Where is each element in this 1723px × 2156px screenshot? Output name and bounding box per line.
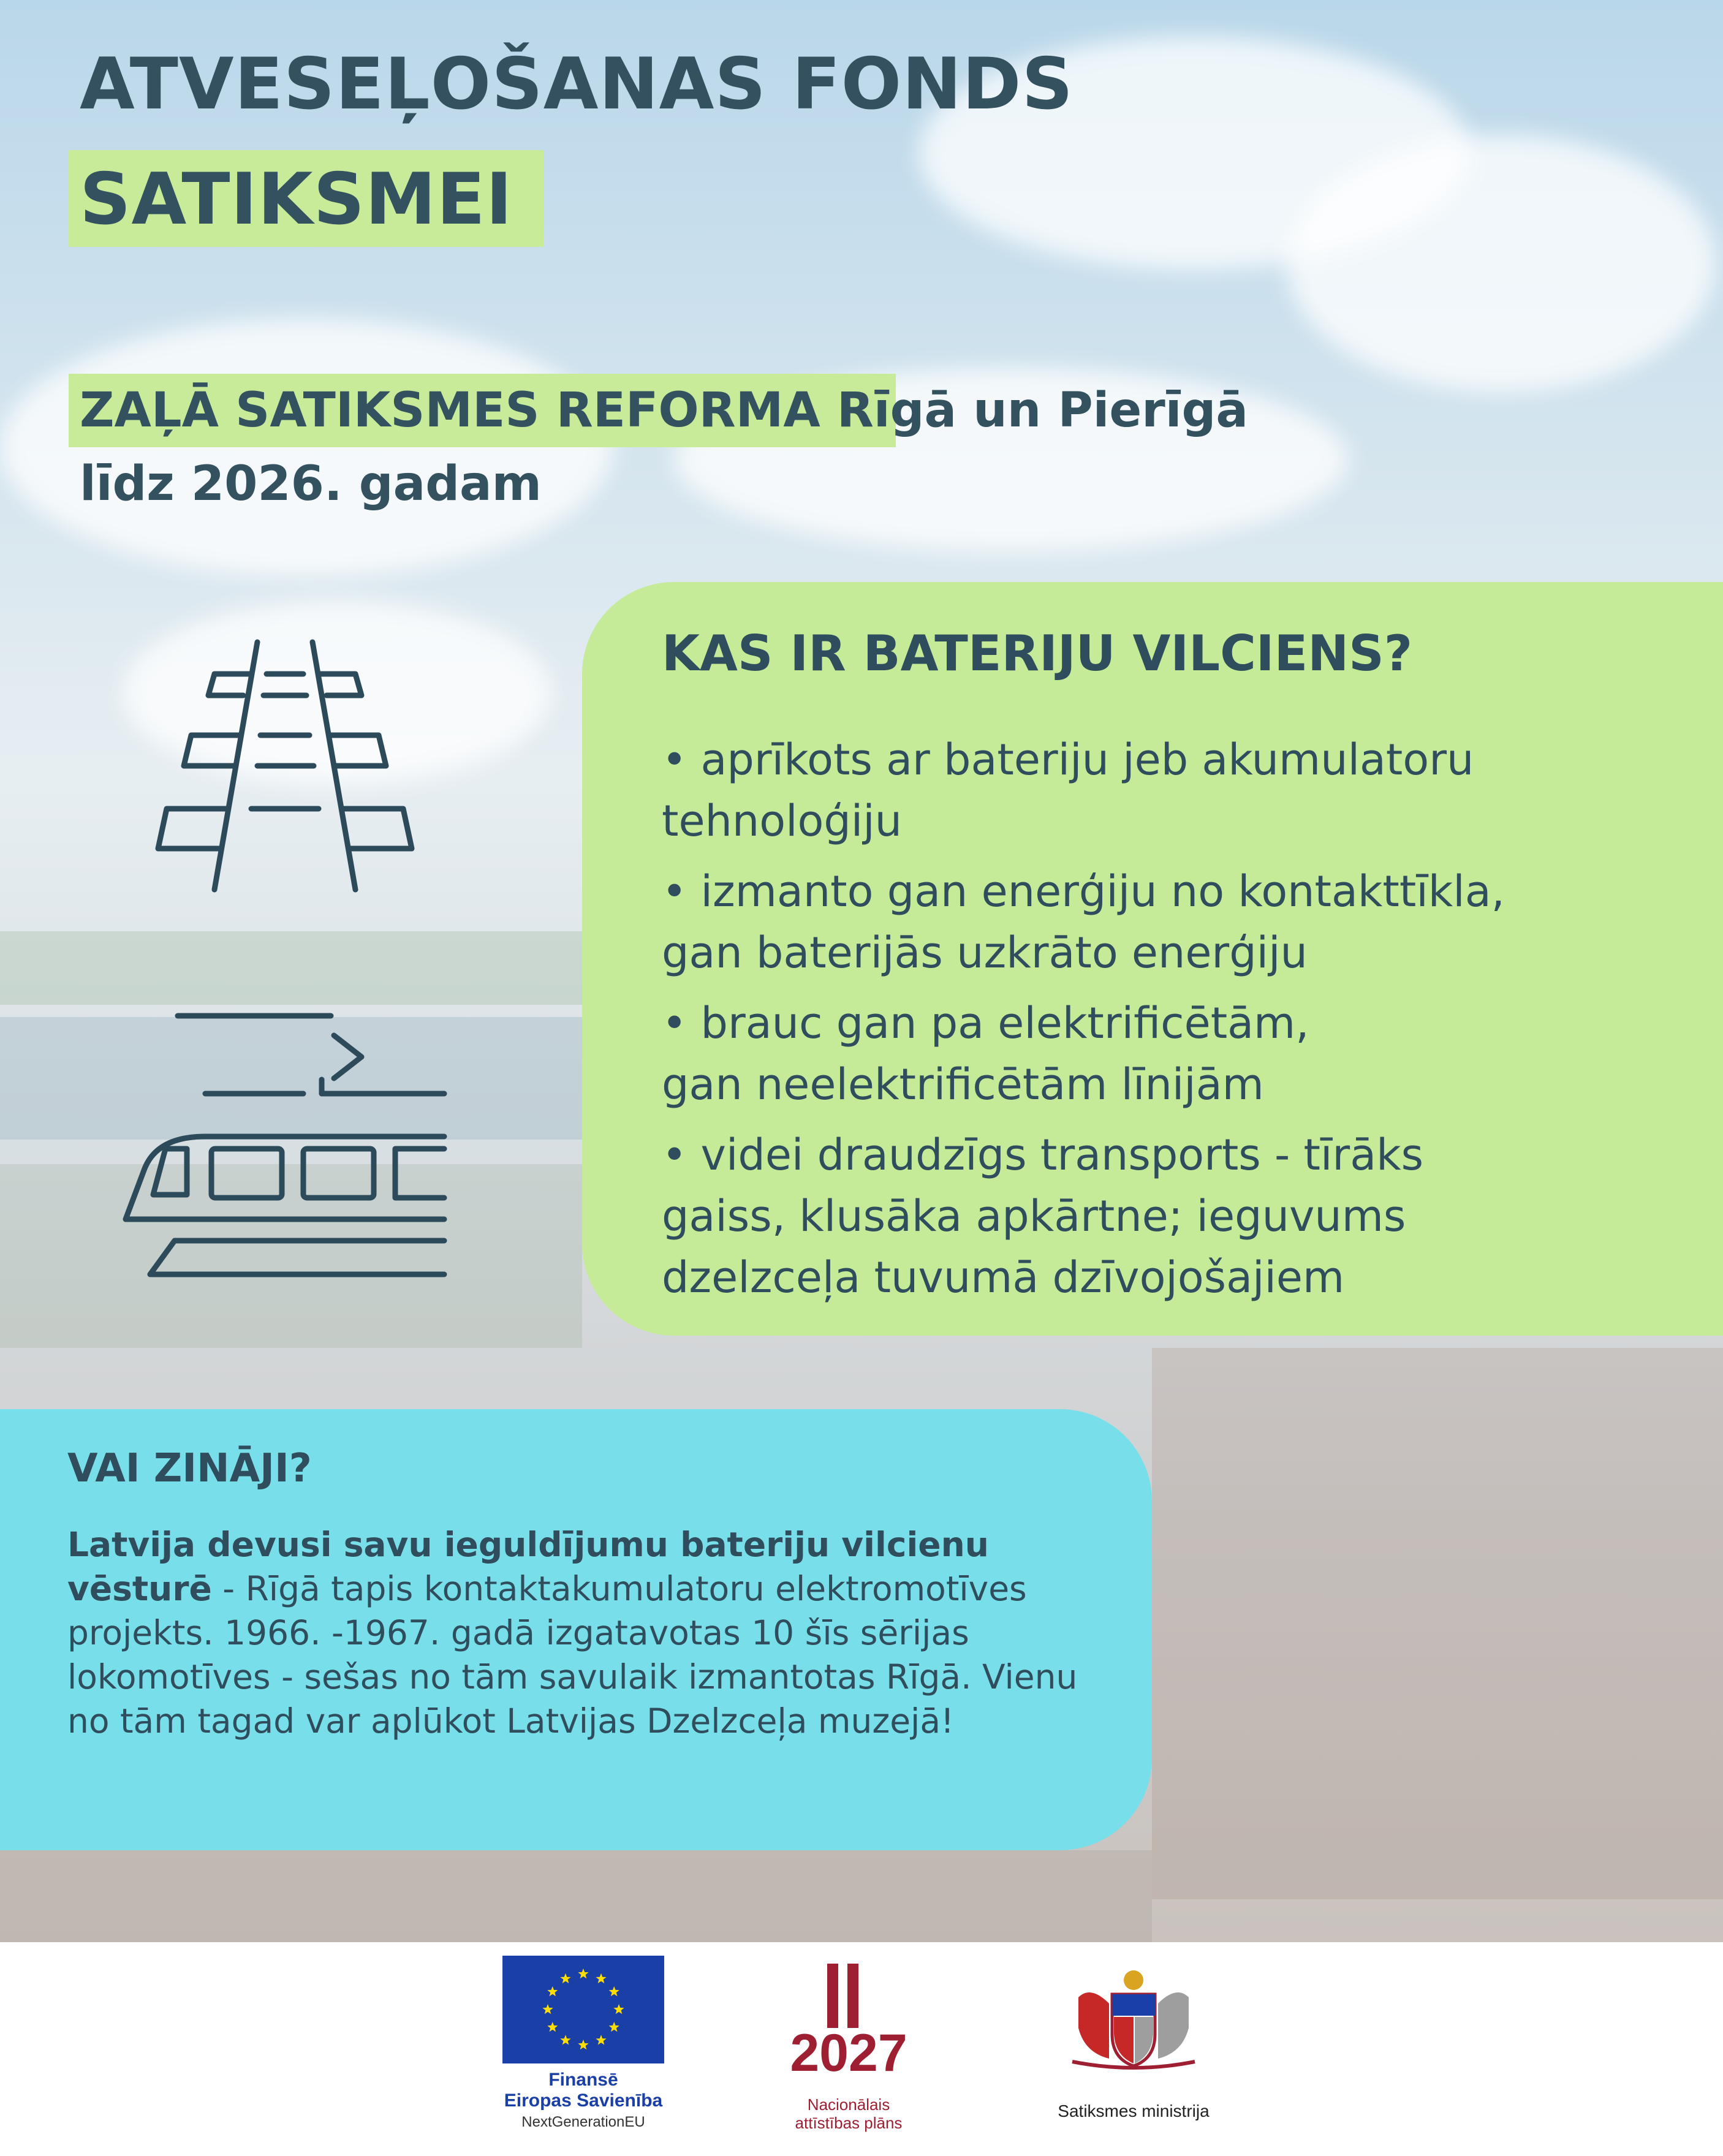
page-title-line2: SATIKSMEI	[80, 158, 513, 241]
fact-bold-intro: Latvija devusi savu ieguldījumu bateriju vilcienu vēsturē	[67, 1525, 989, 1608]
subtitle-rest-text: Rīgā un Pierīgā	[820, 383, 1248, 438]
bullet-4-line2: gaiss, klusāka apkārtne; ieguvums	[662, 1191, 1406, 1241]
coat-of-arms-icon	[1054, 1967, 1213, 2071]
bullet-2-line1: • izmanto gan enerģiju no kontakttīkla,	[662, 866, 1505, 917]
ministry-name: Satiksmes ministrija	[1058, 2101, 1210, 2120]
subtitle-highlight-text: ZAĻĀ SATIKSMES REFORMA	[80, 383, 820, 438]
eu-star	[609, 1986, 619, 1996]
bullet-4-line3: dzelzceļa tuvumā dzīvojošajiem	[662, 1252, 1345, 1303]
eu-star	[542, 2004, 553, 2014]
eu-flag-icon	[502, 1956, 664, 2063]
eu-star	[547, 2022, 558, 2032]
nap-line1: Nacionālais	[807, 2095, 890, 2114]
info-card-heading: KAS IR BATERIJU VILCIENS?	[662, 625, 1413, 682]
fact-text	[67, 1522, 1109, 1743]
eu-star	[596, 2035, 606, 2044]
eu-star	[578, 1969, 588, 1978]
eu-nextgen: NextGenerationEU	[521, 2114, 645, 2130]
page-title: ATVESEĻOŠANAS FONDS	[80, 43, 1074, 126]
train-icon	[119, 1011, 450, 1280]
bullet-1-line1: • aprīkots ar bateriju jeb akumulatoru	[662, 735, 1474, 785]
eu-star	[547, 1986, 558, 1996]
eu-star	[596, 1973, 606, 1983]
bullet-4-line1: • videi draudzīgs transports - tīrāks	[662, 1130, 1424, 1180]
nap-line2: attīstības plāns	[795, 2114, 903, 2132]
info-card	[582, 582, 1723, 1336]
bullet-1-line2: tehnoloģiju	[662, 796, 903, 846]
fact-card-heading: VAI ZINĀJI?	[67, 1446, 312, 1491]
eu-star	[578, 2040, 588, 2049]
bullet-2-line2: gan baterijās uzkrāto enerģiju	[662, 928, 1308, 978]
eu-line1: Finansē	[548, 2070, 618, 2090]
eu-funding-caption	[466, 2070, 701, 2111]
eu-line2: Eiropas Savienība	[504, 2090, 663, 2111]
fact-card	[0, 1409, 1152, 1850]
eu-star	[560, 1973, 570, 1983]
nap-year: 2027	[790, 2024, 907, 2082]
bullet-3-line1: • brauc gan pa elektrificētām,	[662, 998, 1309, 1048]
eu-star	[613, 2004, 624, 2014]
eu-star	[609, 2022, 619, 2032]
eu-star	[560, 2035, 570, 2044]
subtitle-line2: līdz 2026. gadam	[80, 456, 542, 512]
subtitle	[80, 383, 1248, 438]
bullet-3-line2: gan neelektrificētām līnijām	[662, 1059, 1264, 1110]
fact-body: - Rīgā tapis kontaktakumulatoru elektromotīves projekts. 1966. -1967. gadā izgatavotas 10 šīs sērijas lokomotīves - sešas no tām savulaik izmantotas Rīgā. Vienu no tām tagad var aplūkot Latvijas Dzelzceļa muzejā!	[67, 1569, 1078, 1741]
railway-track-icon	[153, 637, 417, 895]
nap-caption	[754, 2095, 944, 2132]
